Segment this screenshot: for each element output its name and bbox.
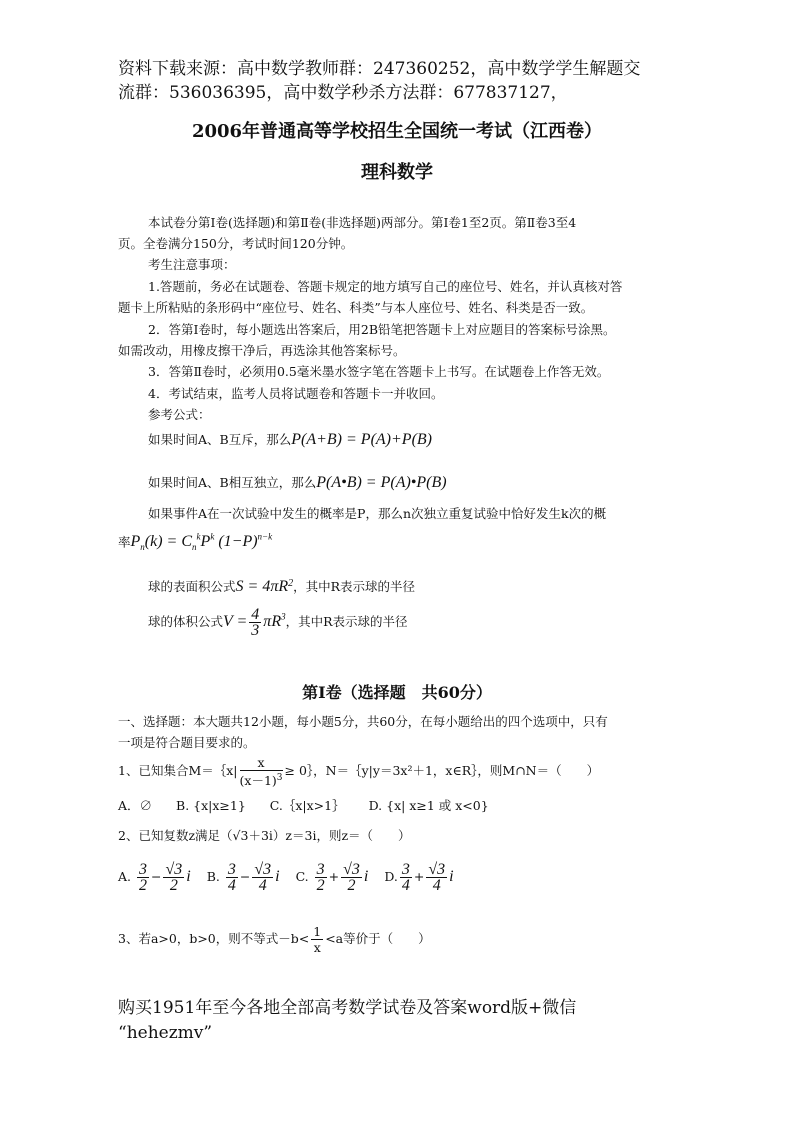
note-4: 4．考试结束，监考人员将试题卷和答题卡一并收回。: [148, 386, 444, 401]
q2-option-c: C. $\frac{3}{2}$ + $\frac{√3}{2}$ i: [295, 861, 369, 894]
q1-option-a: A．∅: [118, 798, 153, 813]
instructions-line-2: 一项是符合题目要求的。: [118, 735, 256, 750]
footer-line-1: 购买1951年至今各地全部高考数学试卷及答案word版+微信: [118, 998, 577, 1018]
q2-option-d: D. $\frac{3}{4}$ + $\frac{√3}{4}$ i: [384, 861, 454, 894]
note-3: 3．答第Ⅱ卷时，必须用0.5毫米墨水签字笔在答题卡上书写。在试题卷上作答无效。: [148, 364, 610, 379]
formula-binomial-text: 如果事件A在一次试验中发生的概率是P，那么n次独立重复试验中恰好发生k次的概: [148, 506, 607, 521]
q1-fraction: $\frac{x}{(x-1)^3}$: [239, 755, 283, 789]
intro-line-1: 本试卷分第Ⅰ卷(选择题)和第Ⅱ卷(非选择题)两部分。第Ⅰ卷1至2页。第Ⅱ卷3至4: [148, 215, 577, 230]
q2-option-a: A. $\frac{3}{2}$ − $\frac{√3}{2}$ i: [118, 861, 191, 894]
formula-sphere-volume: 球的体积公式V = $\frac{4}{3}$ $\pi R^3$，其中R表示球的半径: [148, 606, 408, 639]
source-line-2: 流群：536036395，高中数学秒杀方法群：677837127，: [118, 83, 568, 103]
reference-heading: 参考公式：: [148, 407, 211, 422]
source-line-1: 资料下载来源：高中数学教师群：247360252，高中数学学生解题交: [118, 59, 641, 79]
note-2b: 如需改动，用橡皮擦干净后，再选涂其他答案标号。: [118, 343, 406, 358]
formula-sphere-area: 球的表面积公式$S = 4\pi R^2$，其中R表示球的半径: [148, 577, 416, 595]
question-1-stem: 1、已知集合M＝｛x| $\frac{x}{(x-1)^3}$ ≥ 0｝，N＝｛y|y＝3x²＋1，x∈R｝，则M∩N＝（ ）: [118, 755, 600, 789]
footer-line-2: “hehezmv”: [118, 1023, 213, 1043]
question-3-stem: 3、若a>0，b>0，则不等式－b< $\frac{1}{x}$ <a等价于（ ）: [118, 924, 431, 955]
notes-heading: 考生注意事项：: [148, 257, 236, 272]
question-1-options: [118, 796, 489, 814]
question-2-stem: 2、已知复数z满足（√3＋3i）z＝3i，则z＝（ ）: [118, 828, 411, 843]
q1-option-c: C.｛x|x>1｝: [269, 798, 345, 813]
intro-line-2: 页。全卷满分150分，考试时间120分钟。: [118, 236, 354, 251]
q1-option-b: B. {x|x≥1}: [176, 798, 246, 813]
section-heading: 第Ⅰ卷（选择题 共60分）: [302, 683, 492, 702]
formula-binomial: 率$P_n(k) = C_n^kP^k$ $(1-P)^{n-k}$: [118, 532, 273, 553]
question-2-options: [118, 862, 454, 893]
note-1a: 1.答题前，务必在试题卷、答题卡规定的地方填写自己的座位号、姓名，并认真核对答: [148, 279, 623, 294]
four-thirds-fraction: $\frac{4}{3}$: [251, 606, 260, 639]
exam-subtitle: 理科数学: [361, 162, 433, 183]
note-1b: 题卡上所粘贴的条形码中“座位号、姓名、科类”与本人座位号、姓名、科类是否一致。: [118, 300, 594, 315]
q2-option-b: B. $\frac{3}{4}$ − $\frac{√3}{4}$ i: [206, 861, 280, 894]
note-2a: 2．答第Ⅰ卷时，每小题选出答案后，用2B铅笔把答题卡上对应题目的答案标号涂黑。: [148, 322, 616, 337]
instructions-line-1: 一、选择题：本大题共12小题，每小题5分，共60分，在每小题给出的四个选项中，只有: [118, 714, 608, 729]
formula-exclusive: 如果时间A、B互斥，那么P(A+B) = P(A)+P(B): [148, 431, 432, 448]
q1-option-d: D. {x| x≥1 或 x<0}: [368, 798, 489, 813]
formula-independent: 如果时间A、B相互独立，那么P(A•B) = P(A)•P(B): [148, 474, 447, 491]
exam-title: 2006年普通高等学校招生全国统一考试（江西卷）: [191, 121, 603, 142]
